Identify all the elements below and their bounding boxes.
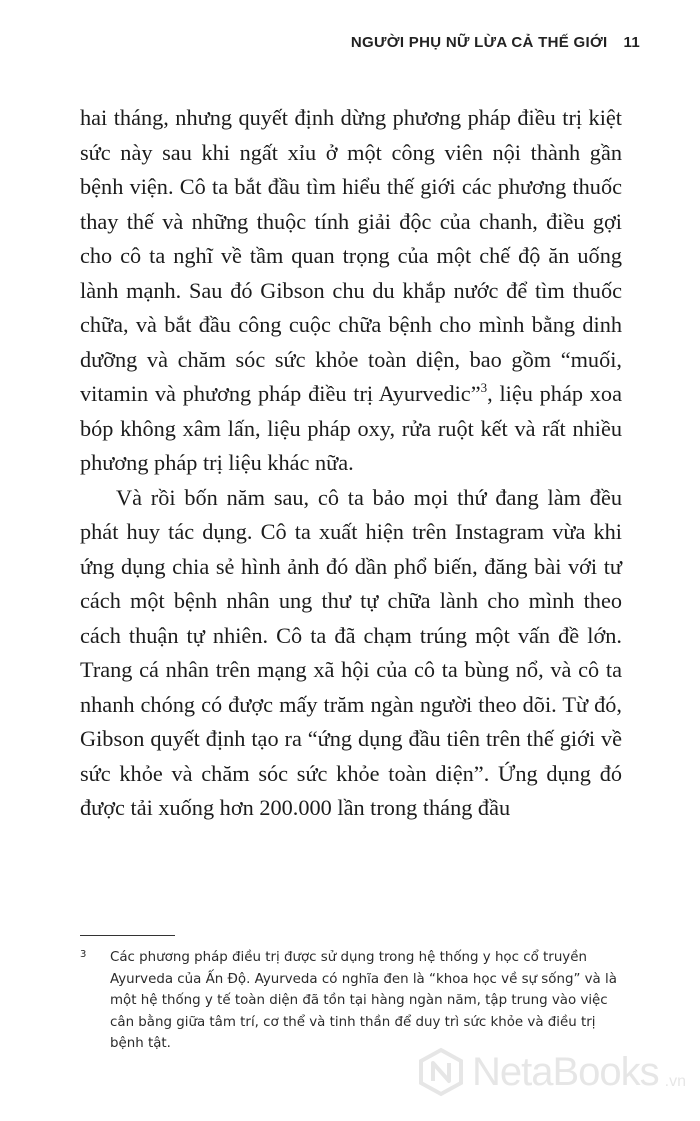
netabooks-logo-icon bbox=[416, 1047, 466, 1097]
paragraph-2: Và rồi bốn năm sau, cô ta bảo mọi thứ đang làm đều phát huy tác dụng. Cô ta xuất hiện trên Instagram vừa khi ứng dụng chia sẻ hình ảnh đó dần phổ biến, đăng bài với tư cách một bệnh nhân ung thư tự chữa lành cho mình theo cách thuận tự nhiên. Cô ta đã chạm trúng một vấn đề lớn. Trang cá nhân trên mạng xã hội của cô ta bùng nổ, và cô ta nhanh chóng có được mấy trăm ngàn người theo dõi. Từ đó, Gibson quyết định tạo ra “ứng dụng đầu tiên trên thế giới về sức khỏe và chăm sóc sức khỏe toàn diện”. Ứng dụng đó được tải xuống hơn 200.000 lần trong tháng đầu bbox=[80, 484, 622, 820]
body-text bbox=[80, 101, 622, 826]
paragraph-1-text-start: hai tháng, nhưng quyết định dừng phương pháp điều trị kiệt sức này sau khi ngất xỉu ở một công viên nội thành gần bệnh viện. Cô ta bắt đầu tìm hiểu thế giới các phương thuốc thay thế và những thuộc tính giải độc của chanh, điều gợi cho cô ta nghĩ về tầm quan trọng của một chế độ ăn uống lành mạnh. Sau đó Gibson chu du khắp nước để tìm thuốc chữa, và bắt đầu công cuộc chữa bệnh cho mình bằng dinh dưỡng và chăm sóc sức khỏe toàn diện, bao gồm “muối, vitamin và phương pháp điều trị Ayurvedic” bbox=[80, 105, 622, 406]
watermark-suffix: .vn bbox=[664, 1073, 686, 1090]
paragraph-1-text-end: , liệu pháp xoa bóp không xâm lấn, liệu pháp oxy, rửa ruột kết và rất nhiều phương pháp trị liệu khác nữa. bbox=[80, 381, 622, 475]
watermark-brand: NetaBooks bbox=[471, 1049, 659, 1094]
paragraph-1 bbox=[80, 101, 622, 481]
watermark bbox=[416, 1047, 686, 1097]
footnote-marker: 3 bbox=[80, 949, 87, 960]
page-number: 11 bbox=[623, 34, 640, 51]
footnote-divider bbox=[80, 935, 175, 936]
running-head-title: NGƯỜI PHỤ NỮ LỪA CẢ THẾ GIỚI bbox=[350, 34, 608, 51]
footnote-text: Các phương pháp điều trị được sử dụng trong hệ thống y học cổ truyền Ayurveda của Ấn Độ. Ayurveda có nghĩa đen là “khoa học về sự sống” và là một hệ thống y tế toàn diện đã tồn tại hàng ngàn năm, tập trung vào việc cân bằng giữa tâm trí, cơ thể và tinh thần để duy trì sức khỏe và điều trị bệnh tật. bbox=[110, 950, 617, 1051]
running-head bbox=[351, 34, 640, 51]
footnote bbox=[80, 947, 622, 1055]
footnote-reference[interactable]: 3 bbox=[480, 380, 488, 395]
